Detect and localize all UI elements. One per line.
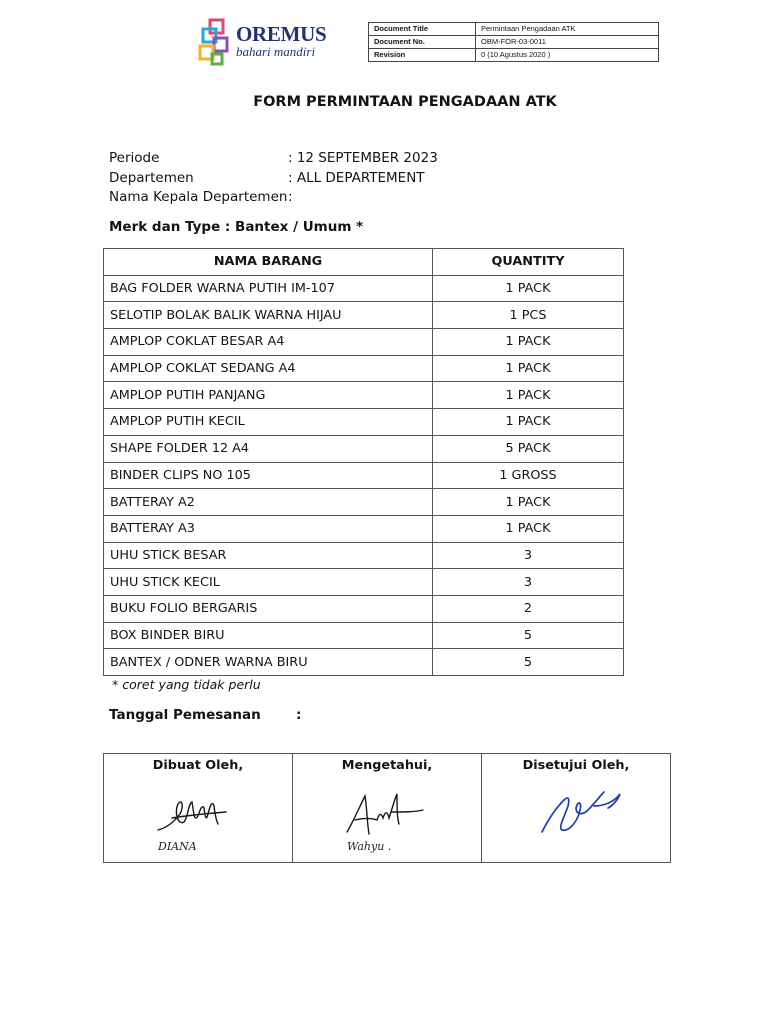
doc-info-value: 0 (10 Agustus 2020 ): [476, 49, 659, 62]
signature-cell-mengetahui: [293, 754, 482, 863]
field-label-departemen: Departemen: [109, 170, 194, 186]
signature-approver-icon: [534, 784, 630, 838]
item-name: SELOTIP BOLAK BALIK WARNA HIJAU: [104, 302, 433, 329]
table-row: [104, 515, 624, 542]
item-name: BATTERAY A2: [104, 489, 433, 516]
signer-name: DIANA: [158, 840, 197, 853]
order-date-colon: :: [296, 707, 302, 723]
header-nama-barang: NAMA BARANG: [104, 249, 433, 276]
item-quantity: 1 PACK: [433, 489, 624, 516]
signature-heading: Disetujui Oleh,: [522, 758, 630, 773]
table-row: [104, 382, 624, 409]
item-quantity: 5 PACK: [433, 435, 624, 462]
item-quantity: 1 PACK: [433, 275, 624, 302]
doc-info-label: Document Title: [369, 23, 476, 36]
item-name: AMPLOP COKLAT BESAR A4: [104, 329, 433, 356]
item-name: UHU STICK KECIL: [104, 569, 433, 596]
item-name: BOX BINDER BIRU: [104, 622, 433, 649]
item-name: AMPLOP COKLAT SEDANG A4: [104, 355, 433, 382]
header-quantity: QUANTITY: [433, 249, 624, 276]
field-value-kepala: :: [288, 189, 293, 205]
brand-name: OREMUS: [236, 22, 327, 46]
table-row: [104, 275, 624, 302]
item-name: BANTEX / ODNER WARNA BIRU: [104, 649, 433, 676]
item-quantity: 5: [433, 622, 624, 649]
table-row: [104, 355, 624, 382]
table-row: [104, 622, 624, 649]
brand-tagline: bahari mandiri: [236, 44, 316, 59]
signature-heading: Mengetahui,: [341, 758, 433, 773]
table-row: [104, 595, 624, 622]
item-quantity: 1 PACK: [433, 329, 624, 356]
signature-wahyu-icon: [337, 790, 427, 840]
doc-info-label: Revision: [369, 49, 476, 62]
doc-info-row: [369, 49, 659, 62]
table-row: [104, 409, 624, 436]
table-row: [104, 649, 624, 676]
item-quantity: 1 PCS: [433, 302, 624, 329]
signature-cell-dibuat: [104, 754, 293, 863]
signature-cell-disetujui: [482, 754, 671, 863]
footnote: * coret yang tidak perlu: [112, 677, 261, 692]
order-date-label: Tanggal Pemesanan: [109, 707, 261, 723]
table-row: [104, 569, 624, 596]
item-name: SHAPE FOLDER 12 A4: [104, 435, 433, 462]
doc-info-row: [369, 23, 659, 36]
item-quantity: 1 PACK: [433, 409, 624, 436]
table-row: [104, 435, 624, 462]
doc-info-value: Permintaan Pengadaan ATK: [476, 23, 659, 36]
item-name: BINDER CLIPS NO 105: [104, 462, 433, 489]
field-label-periode: Periode: [109, 150, 160, 166]
item-quantity: 1 GROSS: [433, 462, 624, 489]
item-name: UHU STICK BESAR: [104, 542, 433, 569]
item-quantity: 5: [433, 649, 624, 676]
table-row: [104, 462, 624, 489]
doc-info-value: OBM-FOR-03-0011: [476, 36, 659, 49]
form-title: FORM PERMINTAAN PENGADAAN ATK: [253, 94, 557, 110]
table-row: [104, 329, 624, 356]
table-row: [104, 489, 624, 516]
items-table: [103, 248, 624, 676]
document-info-table: [368, 22, 659, 62]
table-row: [104, 302, 624, 329]
item-quantity: 1 PACK: [433, 382, 624, 409]
field-value-departemen: : ALL DEPARTEMENT: [288, 170, 425, 186]
item-name: BATTERAY A3: [104, 515, 433, 542]
item-quantity: 1 PACK: [433, 355, 624, 382]
table-row: [104, 542, 624, 569]
item-name: BAG FOLDER WARNA PUTIH IM-107: [104, 275, 433, 302]
signer-name: Wahyu .: [347, 840, 392, 853]
item-name: AMPLOP PUTIH PANJANG: [104, 382, 433, 409]
signature-table: [103, 753, 671, 863]
doc-info-row: [369, 36, 659, 49]
item-quantity: 2: [433, 595, 624, 622]
items-table-body: [104, 275, 624, 675]
merk-type-line: Merk dan Type : Bantex / Umum *: [109, 219, 364, 235]
item-quantity: 1 PACK: [433, 515, 624, 542]
field-value-periode: : 12 SEPTEMBER 2023: [288, 150, 438, 166]
item-name: AMPLOP PUTIH KECIL: [104, 409, 433, 436]
item-quantity: 3: [433, 542, 624, 569]
item-name: BUKU FOLIO BERGARIS: [104, 595, 433, 622]
signature-diana-icon: [152, 792, 232, 840]
item-quantity: 3: [433, 569, 624, 596]
table-header-row: [104, 249, 624, 276]
logo-squares-icon: [196, 18, 238, 68]
field-label-kepala: Nama Kepala Departemen: [109, 189, 288, 205]
signature-heading: Dibuat Oleh,: [152, 758, 244, 773]
doc-info-label: Document No.: [369, 36, 476, 49]
